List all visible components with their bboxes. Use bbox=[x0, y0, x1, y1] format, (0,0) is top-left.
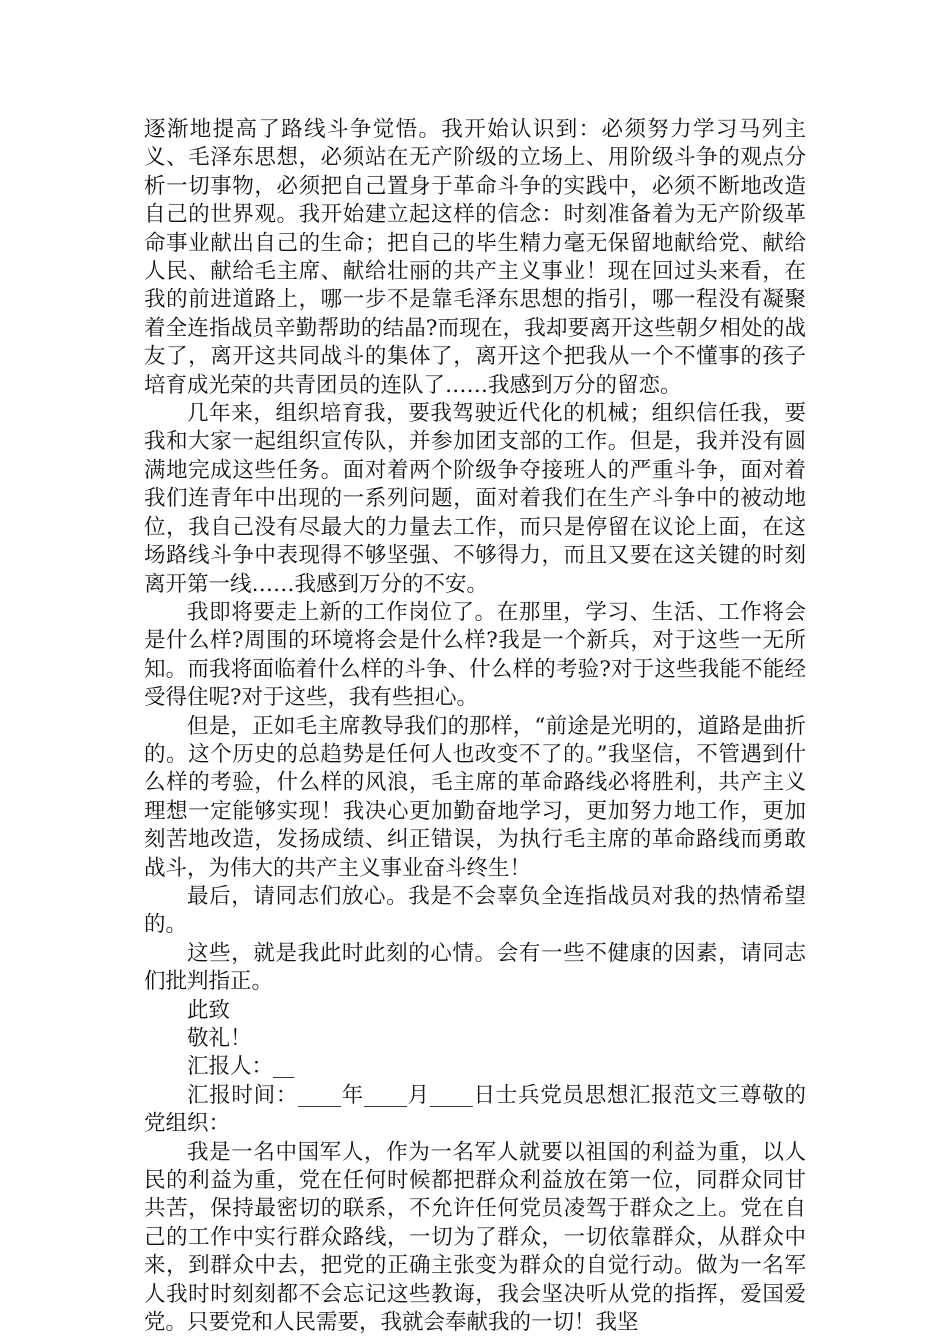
paragraph-5: 最后，请同志们放心。我是不会辜负全连指战员对我的热情希望的。 bbox=[144, 883, 806, 938]
paragraph-2: 几年来，组织培育我，要我驾驶近代化的机械；组织信任我，要我和大家一起组织宣传队，并参加团支部的工作。但是，我并没有圆满地完成这些任务。面对着两个阶级争夺接班人的严重斗争，面对着我们连青年中出现的一系列问题，面对着我们在生产斗争中的被动地位，我自己没有尽最大的力量去工作，而只是停留在议论上面，在这场路线斗争中表现得不够坚强、不够得力，而且又要在这关键的时刻离开第一线……我感到万分的不安。 bbox=[144, 401, 806, 597]
paragraph-6: 这些，就是我此时此刻的心情。会有一些不健康的因素，请同志们批判指正。 bbox=[144, 940, 806, 995]
greeting-line: 敬礼！ bbox=[187, 1026, 252, 1051]
report-time-line: 汇报时间：____年____月____日士兵党员思想汇报范文三尊敬的党组织： bbox=[144, 1082, 806, 1137]
paragraph-1: 逐渐地提高了路线斗争觉悟。我开始认识到：必须努力学习马列主义、毛泽东思想，必须站在无产阶级的立场上、用阶级斗争的观点分析一切事物，必须把自己置身于革命斗争的实践中，必须不断地改造自己的世界观。我开始建立起这样的信念：时刻准备着为无产阶级革命事业献出自己的生命；把自己的毕生精力毫无保留地献给党、献给人民、献给毛主席、献给壮丽的共产主义事业！现在回过头来看，在我的前进道路上，哪一步不是靠毛泽东思想的指引，哪一程没有凝聚着全连指战员辛勤帮助的结晶?而现在，我却要离开这些朝夕相处的战友了，离开这共同战斗的集体了，离开这个把我从一个不懂事的孩子培育成光荣的共青团员的连队了……我感到万分的留恋。 bbox=[144, 117, 806, 398]
document-page bbox=[144, 116, 806, 1337]
paragraph-7: 我是一名中国军人，作为一名军人就要以祖国的利益为重，以人民的利益为重，党在任何时候都把群众利益放在第一位，同群众同甘共苦，保持最密切的联系，不允许任何党员凌驾于群众之上。党在自己的工作中实行群众路线，一切为了群众，一切依靠群众，从群众中来，到群众中去，把党的正确主张变为群众的自觉行动。做为一名军人我时时刻刻都不会忘记这些教诲，我会坚决听从党的指挥，爱国爱党。只要党和人民需要，我就会奉献我的一切！我坚 bbox=[144, 1139, 806, 1336]
reporter-line: 汇报人：__ bbox=[187, 1054, 295, 1080]
paragraph-3: 我即将要走上新的工作岗位了。在那里，学习、生活、工作将会是什么样?周围的环境将会是什么样?我是一个新兵，对于这些一无所知。而我将面临着什么样的斗争、什么样的考验?对于这些我能不能经受得住呢?对于这些，我有些担心。 bbox=[144, 599, 806, 711]
paragraph-4: 但是，正如毛主席教导我们的那样，“前途是光明的，道路是曲折的。这个历史的总趋势是任何人也改变不了的。”我坚信，不管遇到什么样的考验，什么样的风浪，毛主席的革命路线必将胜利，共产主义理想一定能够实现！我决心更加勤奋地学习，更加努力地工作，更加刻苦地改造，发扬成绩、纠正错误，为执行毛主席的革命路线而勇敢战斗，为伟大的共产主义事业奋斗终生！ bbox=[144, 713, 806, 881]
salutation-line: 此致 bbox=[187, 997, 231, 1023]
